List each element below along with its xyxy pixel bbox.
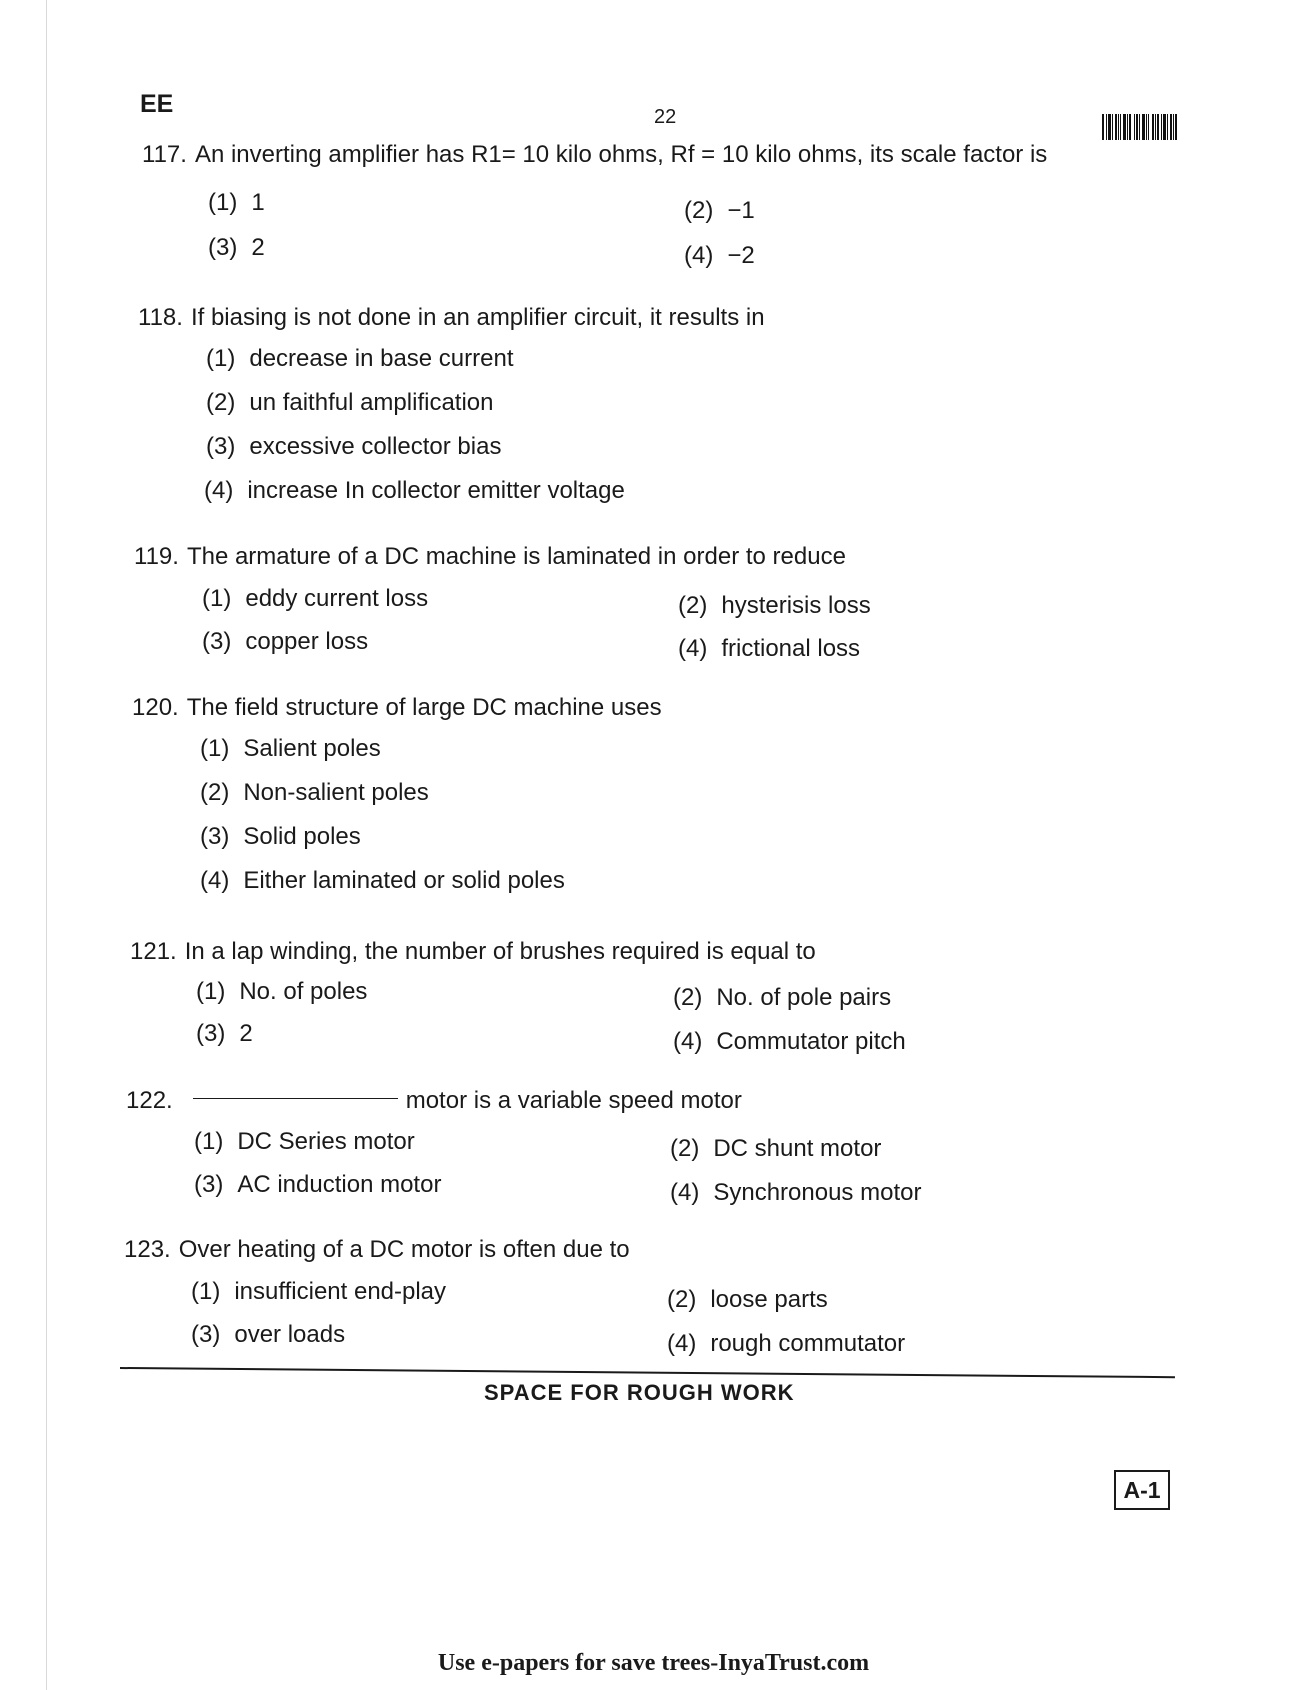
section-divider	[120, 1367, 1175, 1378]
option-117-2: (2) −1	[684, 197, 755, 224]
option-122-2: (2) DC shunt motor	[670, 1135, 882, 1162]
option-118-3: (3) excessive collector bias	[206, 433, 502, 460]
question-text: The armature of a DC machine is laminated in order to reduce	[186, 543, 846, 570]
question-123	[124, 1235, 630, 1265]
option-120-3: (3) Solid poles	[200, 823, 361, 850]
option-120-1: (1) Salient poles	[200, 735, 381, 762]
option-121-1: (1) No. of poles	[196, 978, 368, 1005]
question-text: The field structure of large DC machine uses	[186, 694, 662, 721]
option-121-3: (3) 2	[196, 1020, 253, 1047]
question-text: motor is a variable speed motor	[405, 1087, 742, 1114]
page-margin-line	[46, 0, 47, 1690]
option-122-1: (1) DC Series motor	[194, 1128, 415, 1155]
footer-note: Use e-papers for save trees-InyaTrust.com	[437, 1650, 870, 1676]
option-123-4: (4) rough commutator	[667, 1330, 906, 1357]
question-number: 120.	[132, 694, 179, 721]
question-text: Over heating of a DC motor is often due to	[178, 1236, 630, 1263]
question-117	[142, 140, 1047, 170]
set-code-badge: A-1	[1114, 1470, 1170, 1510]
question-121	[130, 937, 816, 967]
question-120	[132, 693, 662, 723]
option-123-2: (2) loose parts	[667, 1286, 828, 1313]
question-text: An inverting amplifier has R1= 10 kilo ohms, Rf = 10 kilo ohms, its scale factor is	[194, 141, 1048, 168]
question-122	[126, 1086, 742, 1116]
option-123-1: (1) insufficient end-play	[191, 1278, 447, 1305]
option-120-2: (2) Non-salient poles	[200, 779, 429, 806]
question-number: 118.	[138, 304, 183, 331]
option-121-2: (2) No. of pole pairs	[673, 984, 892, 1011]
question-number: 117.	[142, 141, 187, 168]
option-119-3: (3) copper loss	[202, 628, 369, 655]
option-118-2: (2) un faithful amplification	[206, 389, 494, 416]
option-119-4: (4) frictional loss	[678, 635, 861, 662]
question-number: 123.	[124, 1236, 171, 1263]
option-120-4: (4) Either laminated or solid poles	[200, 867, 565, 894]
option-119-2: (2) hysterisis loss	[678, 592, 871, 619]
question-number: 119.	[134, 543, 179, 570]
option-122-4: (4) Synchronous motor	[670, 1179, 922, 1206]
option-118-1: (1) decrease in base current	[206, 345, 514, 372]
option-118-4: (4) increase In collector emitter voltage	[204, 477, 625, 504]
option-117-3: (3) 2	[208, 234, 265, 261]
rough-work-heading: SPACE FOR ROUGH WORK	[484, 1380, 795, 1405]
question-text: In a lap winding, the number of brushes required is equal to	[184, 938, 816, 965]
question-118	[138, 303, 765, 333]
question-119	[134, 542, 846, 572]
page-number: 22	[654, 106, 677, 128]
option-121-4: (4) Commutator pitch	[673, 1028, 906, 1055]
subject-code: EE	[140, 90, 174, 118]
fill-in-blank-line	[193, 1098, 398, 1099]
option-119-1: (1) eddy current loss	[202, 585, 429, 612]
question-text: If biasing is not done in an amplifier circuit, it results in	[190, 304, 765, 331]
option-122-3: (3) AC induction motor	[194, 1171, 442, 1198]
barcode-image	[1102, 114, 1194, 140]
option-117-1: (1) 1	[208, 189, 265, 216]
option-123-3: (3) over loads	[191, 1321, 346, 1348]
option-117-4: (4) −2	[684, 242, 755, 269]
question-number: 121.	[130, 938, 177, 965]
question-number: 122.	[126, 1087, 173, 1114]
